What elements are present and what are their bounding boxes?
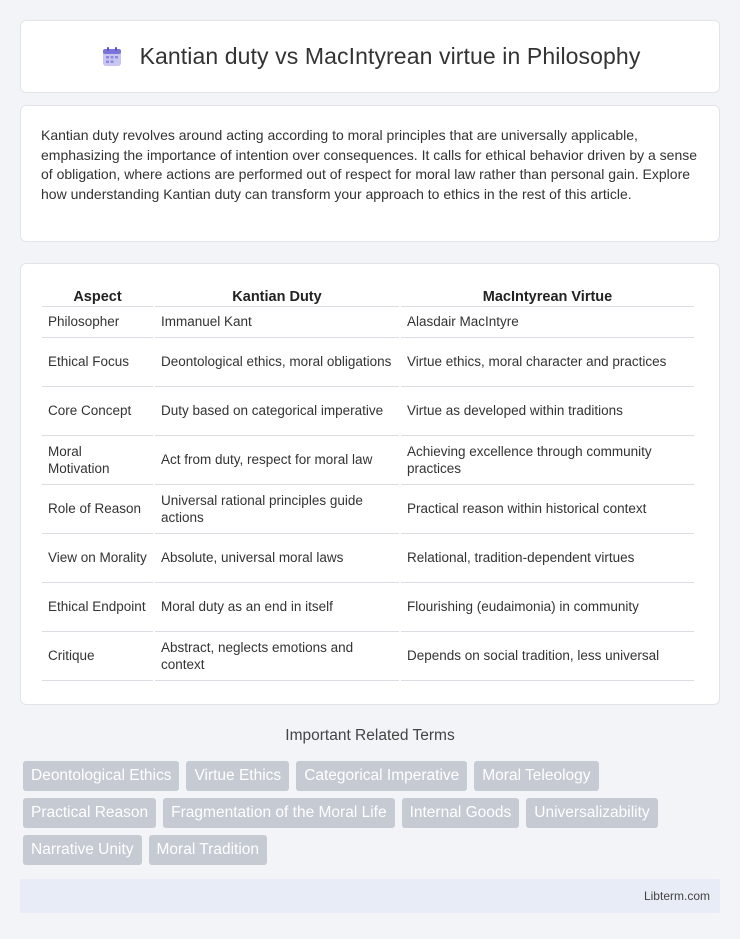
term-tag[interactable]: Narrative Unity <box>23 835 142 865</box>
intro-text: Kantian duty revolves around acting according to moral principles that are universally applicable, emphasizing the importance of intention over consequences. It calls for ethical behavior driven by a sense of obligation, where actions are performed out of respect for moral law rather than personal gain. Explore how understanding Kantian duty can transform your approach to ethics in the rest of this article. <box>41 127 698 202</box>
table-cell: Ethical Endpoint <box>42 583 153 632</box>
table-cell: Flourishing (eudaimonia) in community <box>401 583 694 632</box>
table-cell: Duty based on categorical imperative <box>155 387 399 436</box>
table-row <box>42 387 694 436</box>
table-row <box>42 307 694 338</box>
term-tag[interactable]: Internal Goods <box>402 798 520 828</box>
table-cell: Moral duty as an end in itself <box>155 583 399 632</box>
table-row <box>42 632 694 681</box>
related-terms-list <box>23 761 723 865</box>
table-cell: Alasdair MacIntyre <box>401 307 694 338</box>
comparison-table <box>40 284 696 681</box>
term-tag[interactable]: Moral Tradition <box>149 835 268 865</box>
term-tag[interactable]: Moral Teleology <box>474 761 598 791</box>
table-cell: Abstract, neglects emotions and context <box>155 632 399 681</box>
table-row <box>42 583 694 632</box>
column-header-kantian-duty: Kantian Duty <box>155 284 399 307</box>
table-row <box>42 436 694 485</box>
related-terms-title: Important Related Terms <box>285 727 455 744</box>
comparison-card <box>20 263 720 705</box>
table-cell: Relational, tradition-dependent virtues <box>401 534 694 583</box>
page-footer <box>20 879 720 913</box>
term-tag[interactable]: Fragmentation of the Moral Life <box>163 798 394 828</box>
table-cell: Role of Reason <box>42 485 153 534</box>
table-cell: Universal rational principles guide actions <box>155 485 399 534</box>
table-cell: Critique <box>42 632 153 681</box>
term-tag[interactable]: Categorical Imperative <box>296 761 467 791</box>
column-header-macintyrean-virtue: MacIntyrean Virtue <box>401 284 694 307</box>
term-tag[interactable]: Practical Reason <box>23 798 156 828</box>
term-tag[interactable]: Deontological Ethics <box>23 761 179 791</box>
table-cell: Virtue ethics, moral character and practices <box>401 338 694 387</box>
footer-site-link[interactable]: Libterm.com <box>643 889 710 903</box>
table-row <box>42 534 694 583</box>
intro-card <box>20 105 720 242</box>
column-header-aspect: Aspect <box>42 284 153 307</box>
table-cell: Practical reason within historical context <box>401 485 694 534</box>
table-cell: Virtue as developed within traditions <box>401 387 694 436</box>
calendar-icon <box>100 45 124 69</box>
table-cell: Depends on social tradition, less universal <box>401 632 694 681</box>
table-cell: Core Concept <box>42 387 153 436</box>
table-cell: Ethical Focus <box>42 338 153 387</box>
table-cell: Absolute, universal moral laws <box>155 534 399 583</box>
table-row <box>42 485 694 534</box>
table-cell: Immanuel Kant <box>155 307 399 338</box>
table-header-row <box>42 284 694 307</box>
table-cell: View on Morality <box>42 534 153 583</box>
table-cell: Moral Motivation <box>42 436 153 485</box>
page-title: Kantian duty vs MacIntyrean virtue in Philosophy <box>139 43 641 69</box>
page-header <box>20 20 720 93</box>
table-row <box>42 338 694 387</box>
table-cell: Achieving excellence through community practices <box>401 436 694 485</box>
table-cell: Deontological ethics, moral obligations <box>155 338 399 387</box>
table-cell: Act from duty, respect for moral law <box>155 436 399 485</box>
term-tag[interactable]: Virtue Ethics <box>186 761 289 791</box>
term-tag[interactable]: Universalizability <box>526 798 657 828</box>
table-cell: Philosopher <box>42 307 153 338</box>
